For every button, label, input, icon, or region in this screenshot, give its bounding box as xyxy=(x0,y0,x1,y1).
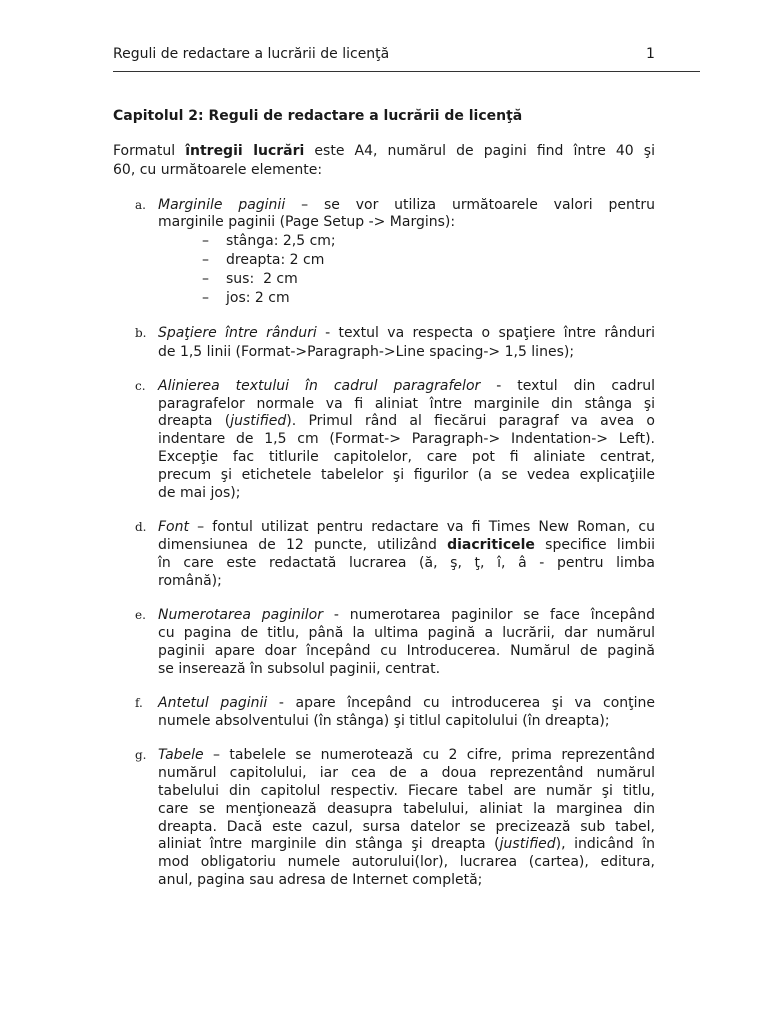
item-c-line-3: dreapta (justified). Primul rând al fiecărui paragraf va avea o xyxy=(158,413,655,429)
bullet-dash: – xyxy=(202,271,209,287)
item-b-label: b. xyxy=(135,326,147,340)
item-a-line-1: Marginile paginii – se vor utiliza următoarele valori pentru xyxy=(158,197,655,213)
item-b-line-1: Spaţiere între rânduri - textul va respecta o spaţiere între rânduri xyxy=(158,325,655,341)
item-c-line-5: Excepţie fac titlurile capitolelor, care pot fi aliniate centrat, xyxy=(158,449,655,465)
item-f-line-1: Antetul paginii - apare începând cu introducerea şi va conţine xyxy=(158,695,656,711)
item-e-line-3: paginii apare doar începând cu Introducerea. Numărul de pagină xyxy=(158,643,655,659)
item-c-line-1: Alinierea textului în cadrul paragrafelor - textul din cadrul xyxy=(158,378,655,394)
item-g-line-7: mod obligatoriu numele autorului(lor), lucrarea (cartea), editura, xyxy=(158,854,655,870)
item-f-line-2: numele absolventului (în stânga) şi titlul capitolului (în dreapta); xyxy=(158,713,610,729)
item-a-label: a. xyxy=(135,198,146,212)
item-e-line-1: Numerotarea paginilor - numerotarea paginilor se face începând xyxy=(158,607,655,623)
item-e-label: e. xyxy=(135,608,146,622)
item-f-label: f. xyxy=(135,696,143,710)
item-c-line-2: paragrafelor normale va fi aliniat între marginile din stânga şi xyxy=(158,396,655,412)
item-d-line-2: dimensiunea de 12 puncte, utilizând diacriticele specifice limbii xyxy=(158,537,655,553)
bullet-dash: – xyxy=(202,252,209,268)
item-c-label: c. xyxy=(135,379,146,393)
margin-left-value: stânga: 2,5 cm; xyxy=(226,233,336,249)
margin-top-value: sus: 2 cm xyxy=(226,271,298,287)
item-g-line-5: dreapta. Dacă este cazul, sursa datelor se precizează sub tabel, xyxy=(158,819,655,835)
intro-line-2: 60, cu următoarele elemente: xyxy=(113,162,323,178)
item-c-line-6: precum şi etichetele tabelelor şi figurilor (a se vedea explicaţiile xyxy=(158,467,655,483)
item-g-line-2: numărul capitolului, iar cea de a doua reprezentând numărul xyxy=(158,765,655,781)
bullet-dash: – xyxy=(202,233,209,249)
item-d-line-3: în care este redactată lucrarea (ă, ş, ţ, î, â - pentru limba xyxy=(158,555,655,571)
margin-right-value: dreapta: 2 cm xyxy=(226,252,325,268)
item-g-label: g. xyxy=(135,748,147,762)
margin-bottom-value: jos: 2 cm xyxy=(226,290,290,306)
item-d-line-4: română); xyxy=(158,573,222,589)
item-e-line-2: cu pagina de titlu, până la ultima pagină a lucrării, dar numărul xyxy=(158,625,655,641)
chapter-title: Capitolul 2: Reguli de redactare a lucrării de licenţă xyxy=(113,108,523,124)
item-g-line-8: anul, pagina sau adresa de Internet completă; xyxy=(158,872,483,888)
item-b-line-2: de 1,5 linii (Format->Paragraph->Line spacing-> 1,5 lines); xyxy=(158,344,575,360)
item-g-line-6: aliniat între marginile din stânga şi dreapta (justified), indicând în xyxy=(158,836,656,852)
item-c-line-4: indentare de 1,5 cm (Format-> Paragraph-> Indentation-> Left). xyxy=(158,431,655,447)
intro-line-1: Formatul întregii lucrări este A4, numărul de pagini find între 40 şi xyxy=(113,143,655,159)
running-header-title: Reguli de redactare a lucrării de licenţă xyxy=(113,46,390,62)
item-d-label: d. xyxy=(135,520,147,534)
item-g-line-4: care se menţionează deasupra tabelului, aliniat la marginea din xyxy=(158,801,655,817)
item-d-line-1: Font – fontul utilizat pentru redactare va fi Times New Roman, cu xyxy=(158,519,655,535)
item-a-line-2: marginile paginii (Page Setup -> Margins): xyxy=(158,214,456,230)
bullet-dash: – xyxy=(202,290,209,306)
header-divider xyxy=(113,71,700,72)
page-number: 1 xyxy=(646,46,655,62)
item-g-line-1: Tabele – tabelele se numerotează cu 2 cifre, prima reprezentând xyxy=(158,747,655,763)
item-c-line-7: de mai jos); xyxy=(158,485,241,501)
item-g-line-3: tabelului din capitolul respectiv. Fiecare tabel are număr şi titlu, xyxy=(158,783,655,799)
item-e-line-4: se inserează în subsolul paginii, centrat. xyxy=(158,661,441,677)
